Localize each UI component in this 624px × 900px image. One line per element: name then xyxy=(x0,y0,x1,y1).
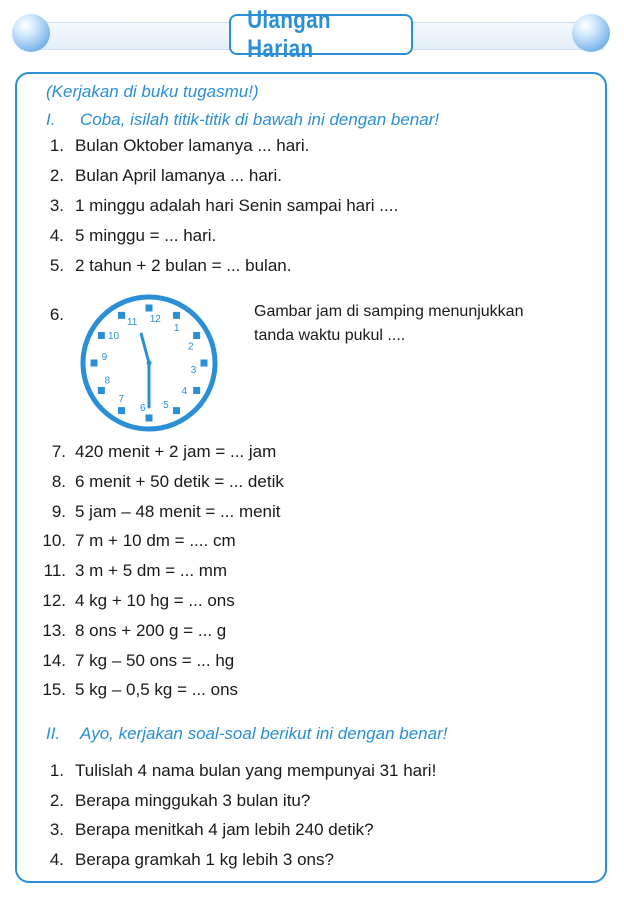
clock-number: 2 xyxy=(187,341,194,353)
item-text: Tulislah 4 nama bulan yang mempunyai 31 hari! xyxy=(75,761,437,780)
item-text: Berapa menitkah 4 jam lebih 240 detik? xyxy=(75,820,374,839)
item-text: Berapa gramkah 1 kg lebih 3 ons? xyxy=(75,849,334,869)
clock-hour-mark xyxy=(193,387,200,394)
clock-hour-mark xyxy=(118,312,125,319)
item-text: 4 kg + 10 hg = ... ons xyxy=(75,591,235,610)
clock-question xyxy=(254,300,584,348)
item-text: Bulan April lamanya ... hari. xyxy=(75,166,282,185)
clock-number: 11 xyxy=(126,316,138,328)
item-number: 4. xyxy=(49,226,64,245)
clock-hour-mark xyxy=(201,360,208,367)
clock-number: 12 xyxy=(149,313,161,325)
item-number: 7. xyxy=(51,442,66,461)
intro-note: (Kerjakan di buku tugasmu!) xyxy=(46,82,259,101)
clock-hour-mark xyxy=(146,415,153,422)
item-text: 8 ons + 200 g = ... g xyxy=(75,620,227,640)
clock-hour-mark xyxy=(98,387,105,394)
item-number: 2. xyxy=(49,166,64,185)
item-number: 3. xyxy=(49,196,64,215)
clock-number: 1 xyxy=(173,323,180,335)
item-text: Bulan Oktober lamanya ... hari. xyxy=(75,136,310,155)
decorative-ball-left xyxy=(12,14,50,52)
item-text: 5 minggu = ... hari. xyxy=(75,226,217,245)
item-number: 8. xyxy=(51,471,66,491)
item-text: 5 jam – 48 menit = ... menit xyxy=(75,501,281,521)
item-number: 10. xyxy=(42,531,66,551)
item-text: 2 tahun + 2 bulan = ... bulan. xyxy=(75,256,292,275)
item-number: 12. xyxy=(42,591,66,610)
item-text: 5 kg – 0,5 kg = ... ons xyxy=(75,680,239,700)
decorative-ball-right xyxy=(572,14,610,52)
clock-question-line1: Gambar jam di samping menunjukkan xyxy=(254,303,524,320)
clock-illustration xyxy=(78,292,220,434)
item-number: 14. xyxy=(42,650,66,670)
title-box xyxy=(229,5,413,63)
item-number: 2. xyxy=(49,790,64,810)
item-number: 5. xyxy=(49,256,64,275)
clock-number: 9 xyxy=(101,352,108,364)
clock-number: 3 xyxy=(190,364,197,376)
clock-question-line2: tanda waktu pukul .... xyxy=(254,327,406,344)
clock-number: 7 xyxy=(118,393,125,405)
clock-number: 10 xyxy=(107,330,120,342)
item-number: 1. xyxy=(49,761,64,780)
clock-number: 5 xyxy=(163,400,169,412)
section1-heading: Coba, isilah titik-titik di bawah ini dengan benar! xyxy=(80,110,440,129)
item-text: 420 menit + 2 jam = ... jam xyxy=(75,442,277,461)
item-text: Berapa minggukah 3 bulan itu? xyxy=(75,790,311,810)
clock-hour-mark xyxy=(118,407,125,414)
item-text: 7 kg – 50 ons = ... hg xyxy=(75,650,235,670)
clock-number: 8 xyxy=(104,375,111,387)
clock-hour-mark xyxy=(98,332,105,339)
item-text: 1 minggu adalah hari Senin sampai hari .... xyxy=(75,196,399,215)
item-number: 11. xyxy=(43,561,66,581)
item-number: 9. xyxy=(51,501,66,521)
item-number: 4. xyxy=(49,849,64,869)
section2-heading: Ayo, kerjakan soal-soal berikut ini dengan benar! xyxy=(80,724,448,743)
clock-number: 6 xyxy=(139,403,146,415)
clock-number: 4 xyxy=(181,386,188,398)
item-text: 3 m + 5 dm = ... mm xyxy=(75,561,228,581)
item-text: 7 m + 10 dm = .... cm xyxy=(75,531,236,551)
item-number: 13. xyxy=(42,620,66,640)
clock-hour-mark xyxy=(173,407,180,414)
item-text: 6 menit + 50 detik = ... detik xyxy=(75,471,284,491)
item-number: 15. xyxy=(42,680,66,700)
clock-hour-mark xyxy=(193,332,200,339)
clock-hour-mark xyxy=(173,312,180,319)
section1-label: I. xyxy=(46,110,56,129)
item-number: 3. xyxy=(49,820,64,839)
clock-hour-mark xyxy=(146,305,153,312)
item-number: 1. xyxy=(49,136,64,155)
clock-hour-mark xyxy=(91,360,98,367)
page-title: Ulangan Harian xyxy=(247,5,331,63)
item-number: 6. xyxy=(49,305,64,324)
section2-label: II. xyxy=(46,724,61,743)
